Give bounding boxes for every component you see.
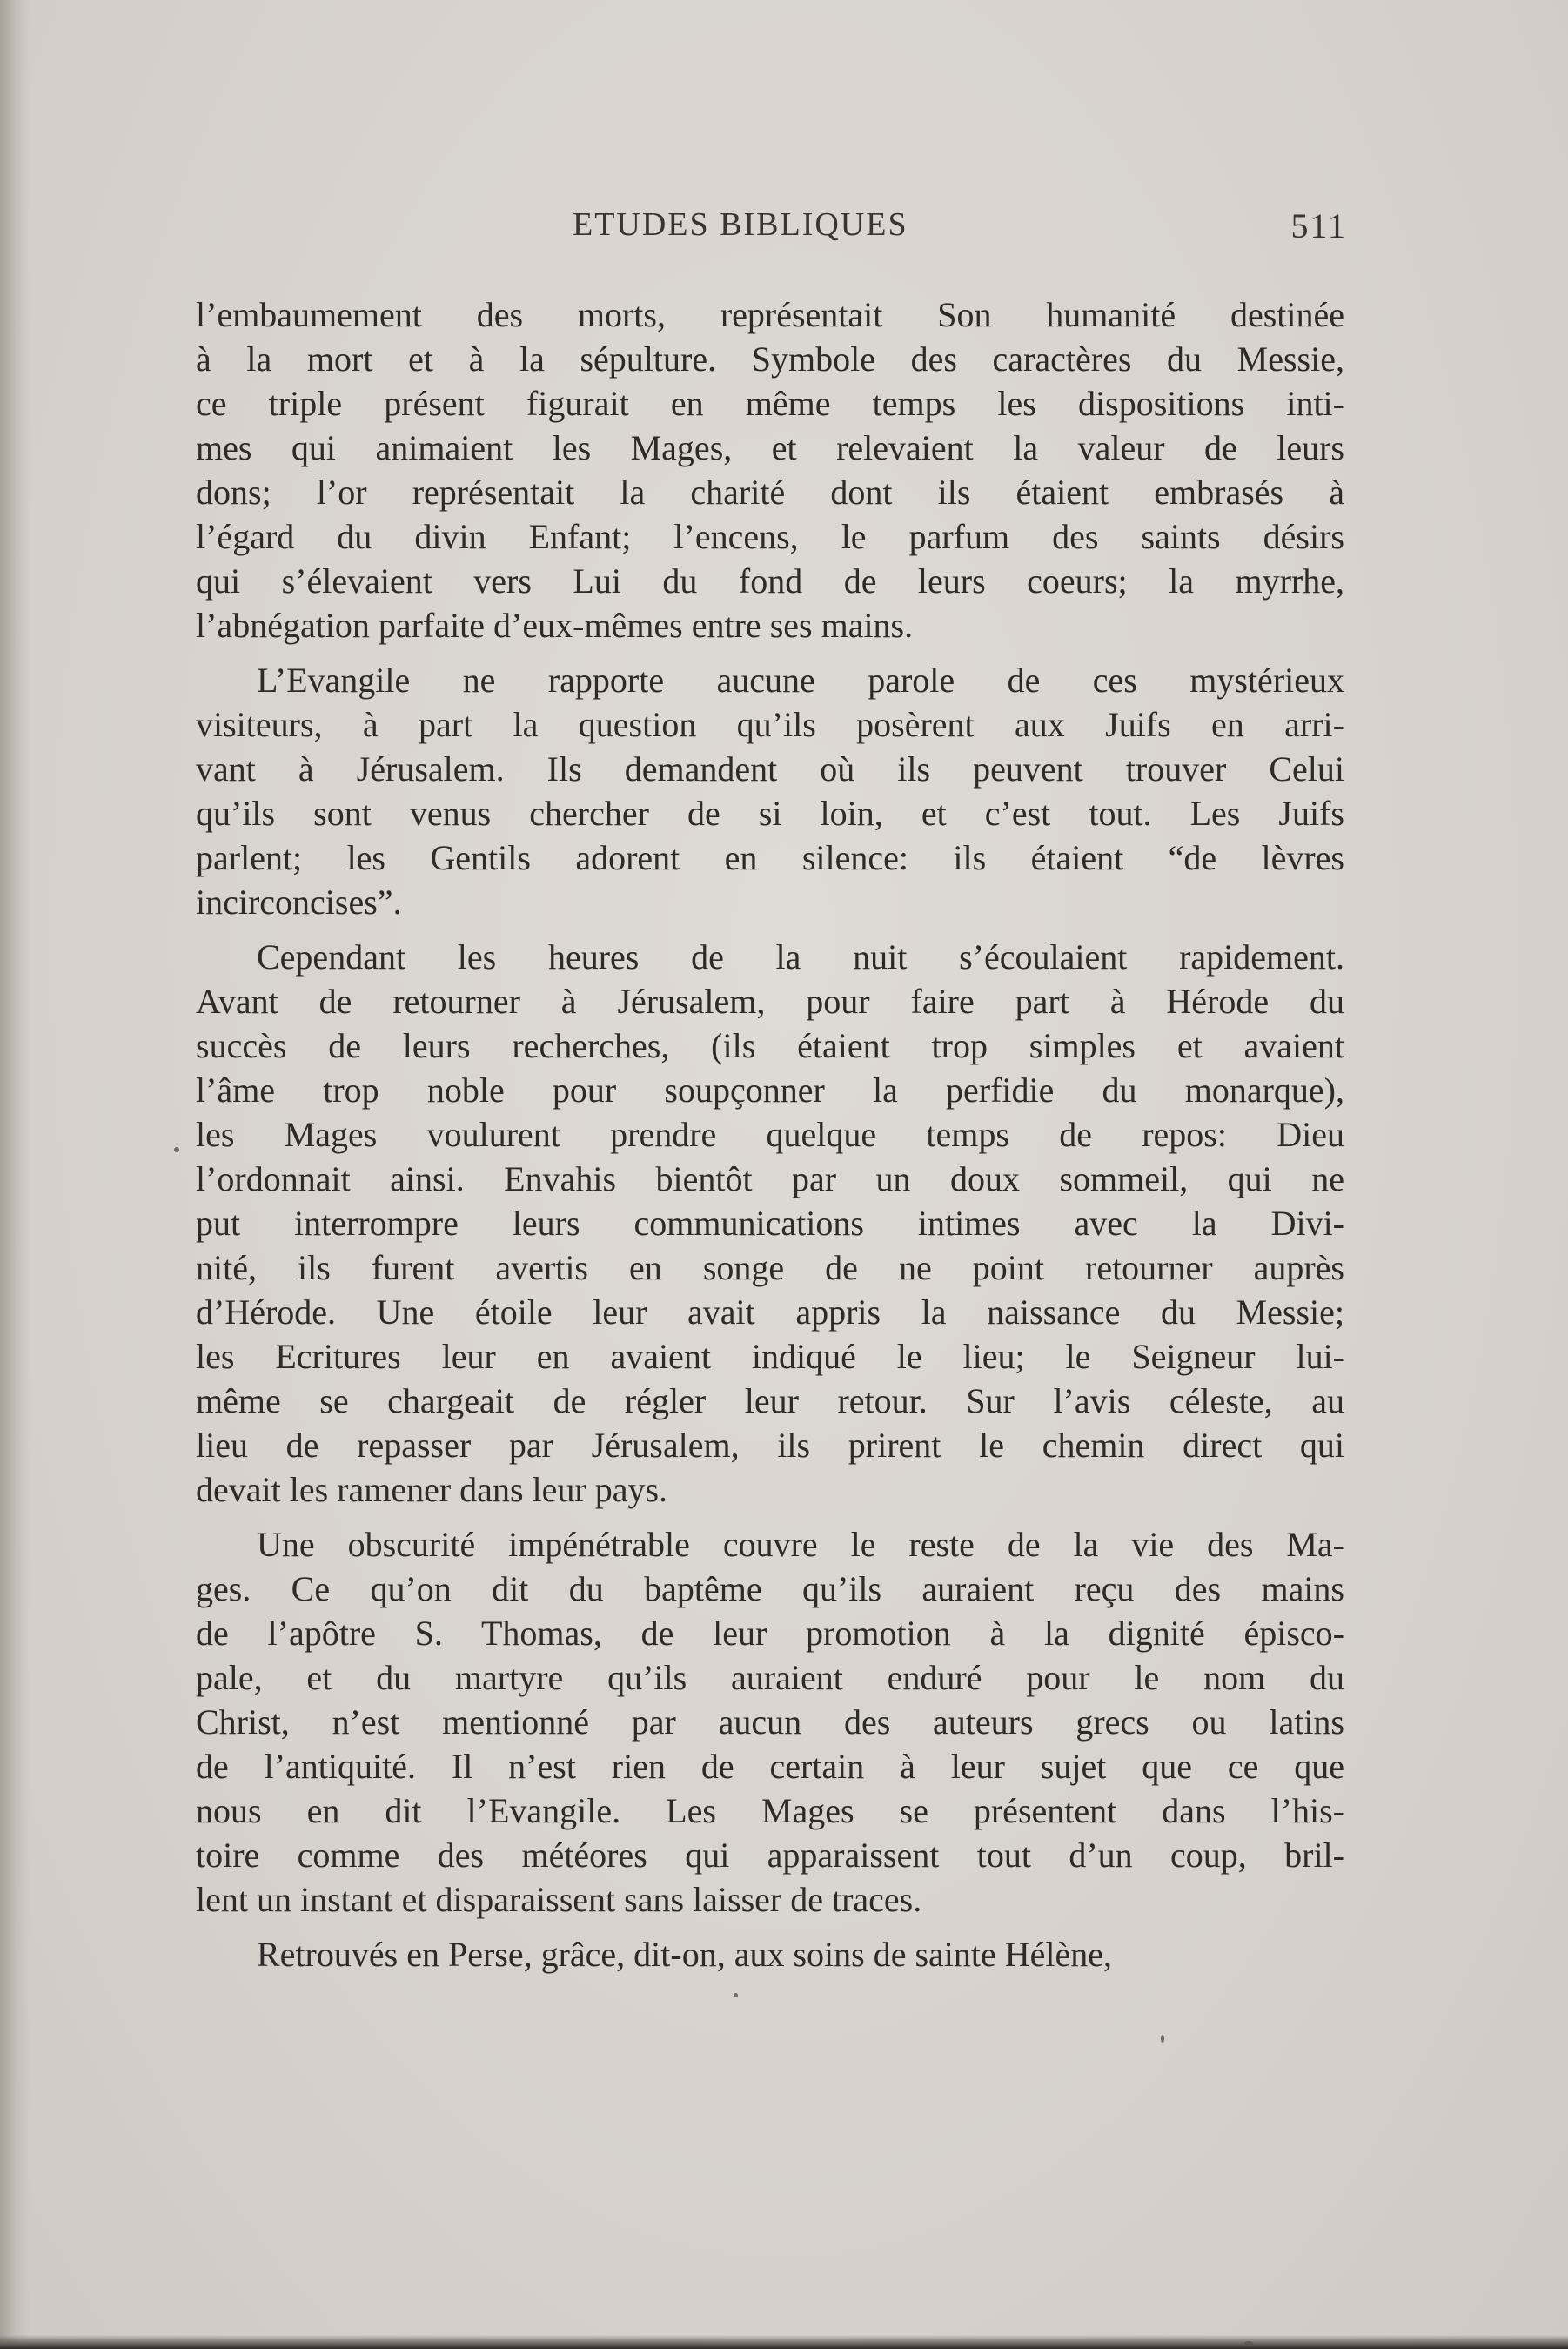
running-head: ETUDES BIBLIQUES <box>573 206 908 243</box>
ink-speck <box>174 1147 179 1152</box>
page-number: 511 <box>1290 206 1347 245</box>
paragraph <box>196 292 1344 648</box>
text-line: lent un instant et disparaissent sans laisser de traces. <box>196 1880 922 1919</box>
text-line: put interrompre leurs communications intimes avec la Divi- <box>196 1204 1344 1243</box>
text-line: de l’apôtre S. Thomas, de leur promotion à la dignité épisco- <box>196 1614 1344 1653</box>
paragraph-gap <box>196 1922 1344 1932</box>
text-line: Christ, n’est mentionné par aucun des auteurs grecs ou latins <box>196 1702 1344 1742</box>
text-line: même se chargeait de régler leur retour. Sur l’avis céleste, au <box>196 1381 1344 1420</box>
text-line: ges. Ce qu’on dit du baptême qu’ils auraient reçu des mains <box>196 1569 1344 1608</box>
text-line: les Ecritures leur en avaient indiqué le lieu; le Seigneur lui- <box>196 1337 1344 1376</box>
text-line: nité, ils furent avertis en songe de ne point retourner auprès <box>196 1248 1344 1287</box>
text-line: toire comme des météores qui apparaissent tout d’un coup, bril- <box>196 1836 1344 1875</box>
text-line: parlent; les Gentils adorent en silence: ils étaient “de lèvres <box>196 838 1344 877</box>
text-line: nous en dit l’Evangile. Les Mages se présentent dans l’his- <box>196 1791 1344 1830</box>
text-line: l’embaumement des morts, représentait Son humanité destinée <box>196 295 1344 334</box>
text-line: succès de leurs recherches, (ils étaient trop simples et avaient <box>196 1026 1344 1065</box>
paragraph <box>196 1522 1344 1922</box>
text-line: Cependant les heures de la nuit s’écoulaient rapidement. <box>257 937 1344 977</box>
ink-speck <box>1161 2035 1164 2043</box>
text-line: devait les ramener dans leur pays. <box>196 1470 668 1509</box>
text-line: de l’antiquité. Il n’est rien de certain à leur sujet que ce que <box>196 1747 1344 1786</box>
text-line: à la mort et à la sépulture. Symbole des caractères du Messie, <box>196 339 1344 379</box>
text-line: lieu de repasser par Jérusalem, ils prirent le chemin direct qui <box>196 1426 1344 1465</box>
paragraph <box>196 658 1344 924</box>
paragraph <box>196 935 1344 1512</box>
text-line: ce triple présent figurait en même temps les dispositions inti- <box>196 384 1344 423</box>
ink-speck <box>734 1993 738 1997</box>
text-line: qu’ils sont venus chercher de si loin, et c’est tout. Les Juifs <box>196 794 1344 833</box>
text-line: l’abnégation parfaite d’eux-mêmes entre ses mains. <box>196 606 914 645</box>
text-line: incirconcises”. <box>196 883 402 922</box>
text-line: l’égard du divin Enfant; l’encens, le parfum des saints désirs <box>196 517 1344 556</box>
text-line: l’ordonnait ainsi. Envahis bientôt par un doux sommeil, qui ne <box>196 1159 1344 1198</box>
paragraph <box>196 1932 1344 1977</box>
text-line: qui s’élevaient vers Lui du fond de leurs coeurs; la myrrhe, <box>196 561 1344 601</box>
text-line: Retrouvés en Perse, grâce, dit-on, aux soins de sainte Hélène, <box>257 1935 1113 1974</box>
page-bottom-edge <box>0 2335 1568 2349</box>
text-line: l’âme trop noble pour soupçonner la perfidie du monarque), <box>196 1070 1344 1110</box>
text-line: pale, et du martyre qu’ils auraient enduré pour le nom du <box>196 1658 1344 1697</box>
text-line: dons; l’or représentait la charité dont ils étaient embrasés à <box>196 473 1344 512</box>
text-line: mes qui animaient les Mages, et relevaient la valeur de leurs <box>196 428 1344 467</box>
paragraph-gap <box>196 1512 1344 1522</box>
text-line: d’Hérode. Une étoile leur avait appris la naissance du Messie; <box>196 1292 1344 1332</box>
text-line: visiteurs, à part la question qu’ils posèrent aux Juifs en arri- <box>196 705 1344 744</box>
text-line: Une obscurité impénétrable couvre le reste de la vie des Ma- <box>257 1525 1344 1564</box>
text-line: vant à Jérusalem. Ils demandent où ils peuvent trouver Celui <box>196 749 1344 789</box>
text-line: Avant de retourner à Jérusalem, pour faire part à Hérode du <box>196 982 1344 1021</box>
binding-shadow <box>0 0 30 2349</box>
paragraph-gap <box>196 924 1344 935</box>
page-header <box>198 205 1347 258</box>
text-line: L’Evangile ne rapporte aucune parole de ces mystérieux <box>257 661 1344 700</box>
text-line: les Mages voulurent prendre quelque temps de repos: Dieu <box>196 1115 1344 1154</box>
body-text <box>196 292 1344 1977</box>
paragraph-gap <box>196 648 1344 658</box>
